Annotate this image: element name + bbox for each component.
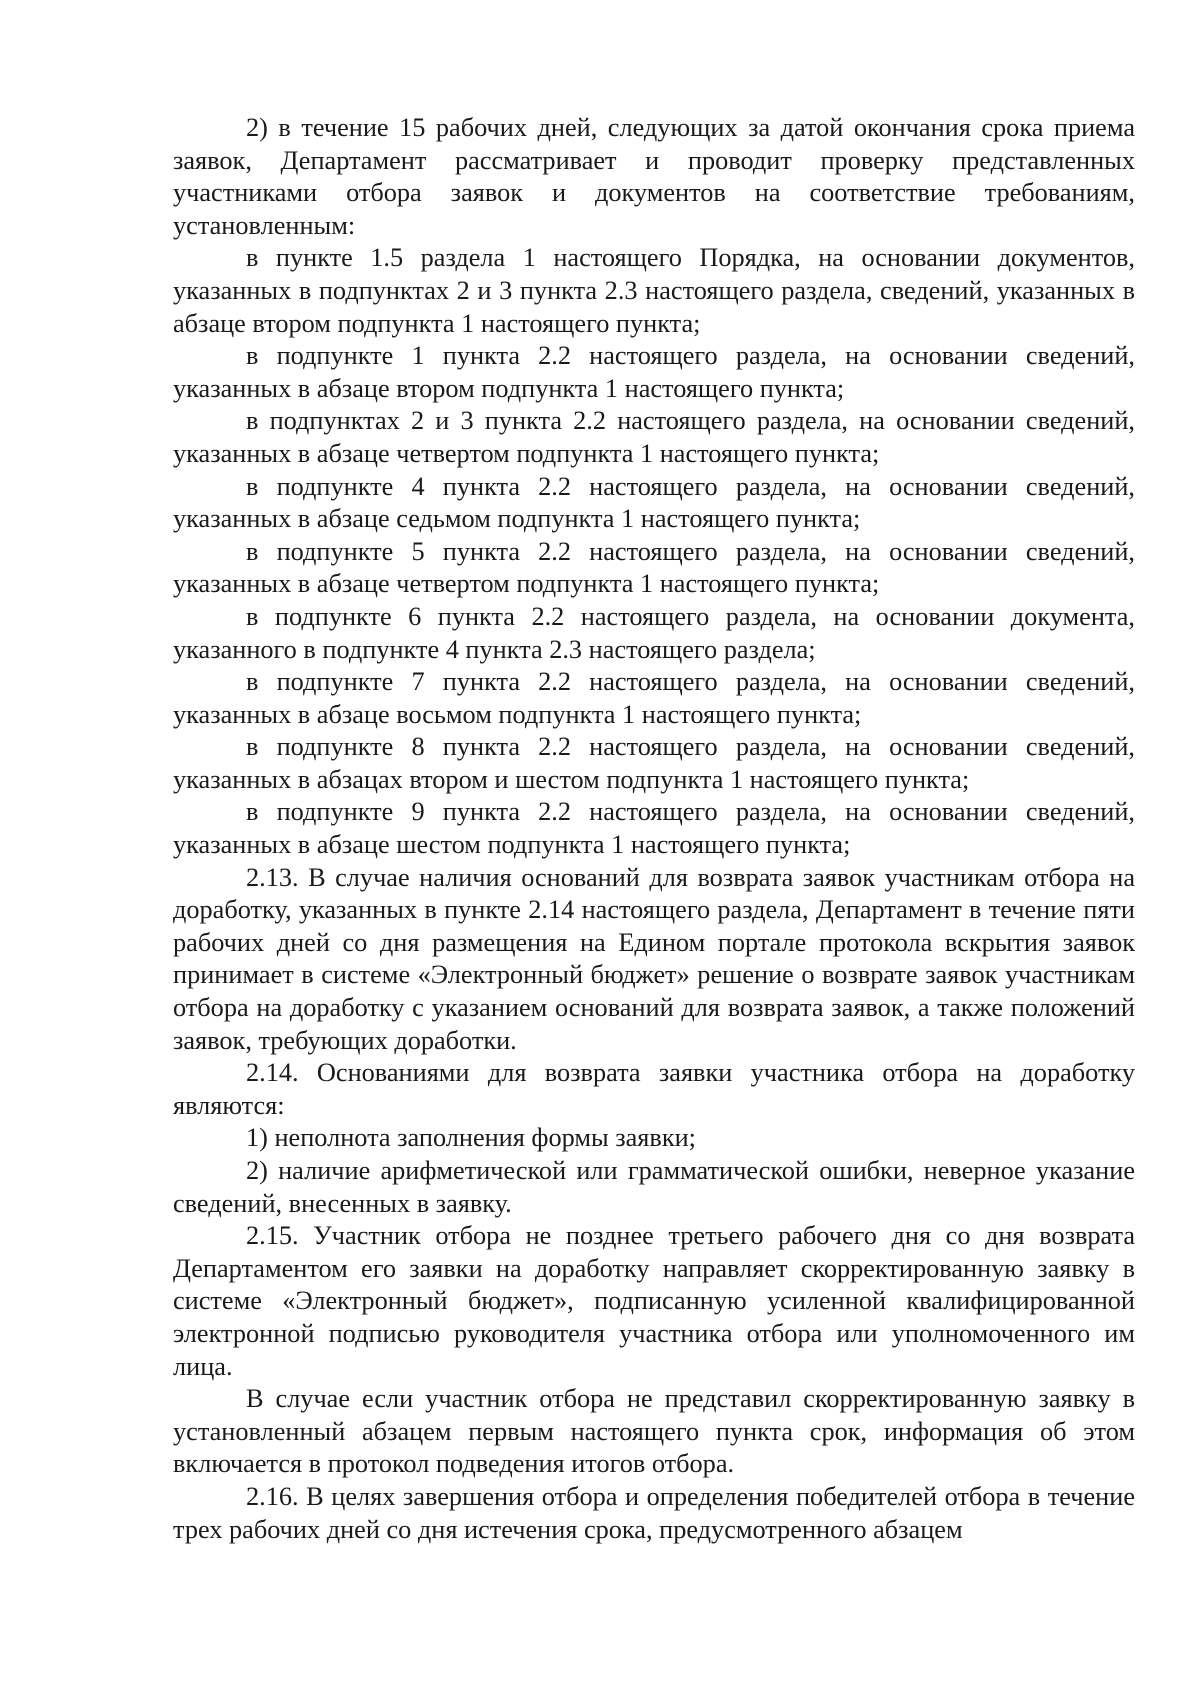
paragraph: в подпункте 7 пункта 2.2 настоящего раздела, на основании сведений, указанных в абзаце восьмом подпункта 1 настоящего пункта; (173, 667, 1135, 729)
paragraph: в пункте 1.5 раздела 1 настоящего Порядка, на основании документов, указанных в подпунктах 2 и 3 пункта 2.3 настоящего раздела, сведений, указанных в абзаце втором подпункта 1 настоящего пункта; (173, 243, 1135, 338)
paragraph: 2.13. В случае наличия оснований для возврата заявок участникам отбора на доработку, указанных в пункте 2.14 настоящего раздела, Департамент в течение пяти рабочих дней со дня размещения на Едином портале протокола вскрытия заявок принимает в системе «Электронный бюджет» решение о возврате заявок участникам отбора на доработку с указанием оснований для возврата заявок, а также положений заявок, требующих доработки. (173, 862, 1135, 1055)
paragraph: в подпункте 1 пункта 2.2 настоящего раздела, на основании сведений, указанных в абзаце втором подпункта 1 настоящего пункта; (173, 341, 1135, 403)
paragraph: 2.15. Участник отбора не позднее третьего рабочего дня со дня возврата Департаментом его заявки на доработку направляет скорректированную заявку в системе «Электронный бюджет», подписанную усиленной квалифицированной электронной подписью руководителя участника отбора или уполномоченного им лица. (173, 1221, 1135, 1381)
paragraph: в подпункте 4 пункта 2.2 настоящего раздела, на основании сведений, указанных в абзаце седьмом подпункта 1 настоящего пункта; (173, 471, 1135, 534)
paragraph: в подпункте 6 пункта 2.2 настоящего раздела, на основании документа, указанного в подпункте 4 пункта 2.3 настоящего раздела; (173, 601, 1135, 664)
paragraph: в подпункте 8 пункта 2.2 настоящего раздела, на основании сведений, указанных в абзацах втором и шестом подпункта 1 настоящего пункта; (173, 732, 1135, 794)
paragraph: в подпункте 5 пункта 2.2 настоящего раздела, на основании сведений, указанных в абзаце четвертом подпункта 1 настоящего пункта; (173, 536, 1135, 599)
paragraph: 2) в течение 15 рабочих дней, следующих за датой окончания срока приема заявок, Департамент рассматривает и проводит проверку представленных участниками отбора заявок и документов на соответствие требованиям, установленным: (173, 113, 1135, 240)
paragraph: В случае если участник отбора не представил скорректированную заявку в установленный абзацем первым настоящего пункта срок, информация об этом включается в протокол подведения итогов отбора. (173, 1384, 1135, 1479)
paragraph: 1) неполнота заполнения формы заявки; (246, 1123, 696, 1153)
paragraph: 2) наличие арифметической или грамматической ошибки, неверное указание сведений, внесенных в заявку. (173, 1156, 1135, 1218)
paragraph: в подпунктах 2 и 3 пункта 2.2 настоящего раздела, на основании сведений, указанных в абзаце четвертом подпункта 1 настоящего пункта; (173, 406, 1135, 468)
document-text (173, 112, 1135, 1546)
paragraph: 2.14. Основаниями для возврата заявки участника отбора на доработку являются: (173, 1058, 1135, 1120)
paragraph: 2.16. В целях завершения отбора и определения победителей отбора в течение трех рабочих дней со дня истечения срока, предусмотренного абзацем (173, 1481, 1135, 1544)
paragraph: в подпункте 9 пункта 2.2 настоящего раздела, на основании сведений, указанных в абзаце шестом подпункта 1 настоящего пункта; (173, 797, 1135, 860)
